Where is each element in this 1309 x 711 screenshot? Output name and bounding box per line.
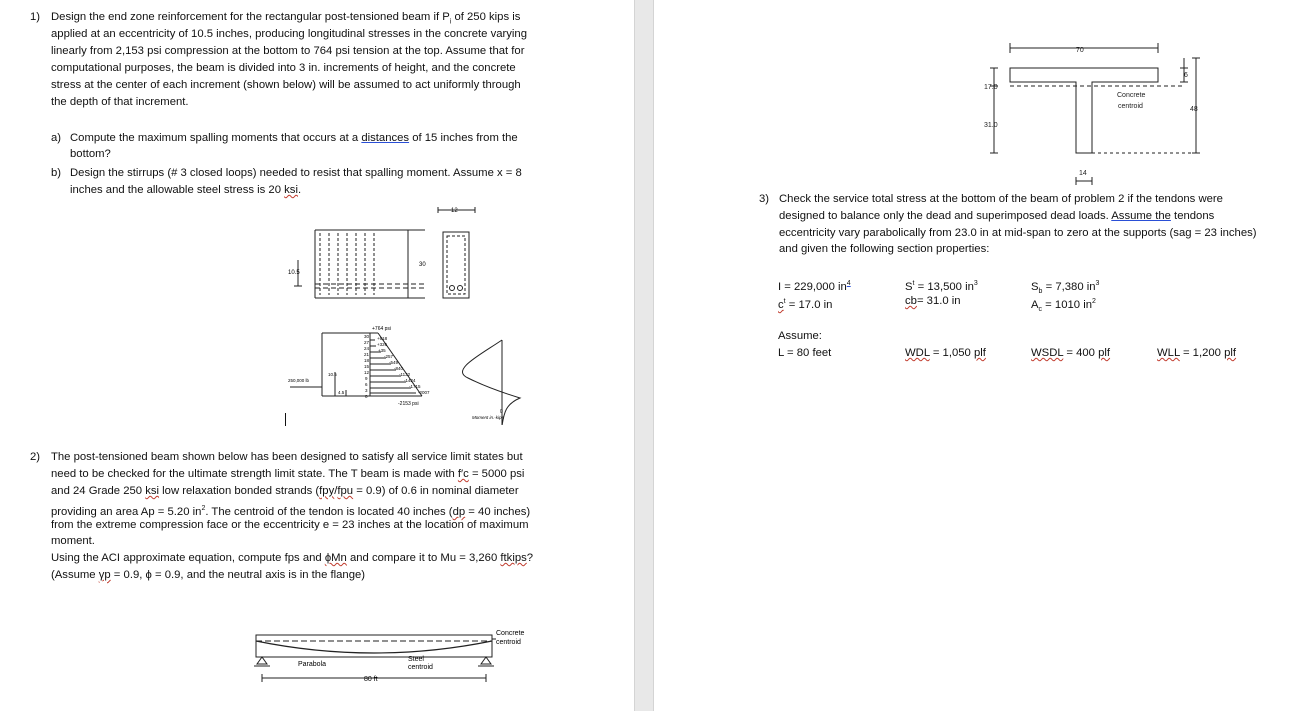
problem-1-number: 1) [30, 11, 41, 23]
height-9: 9 [365, 376, 368, 381]
problem-1-line-3: linearly from 2,153 psi compression at the bottom to 764 psi tension at the top. Assume that for [51, 45, 525, 57]
stress-549: -549 [389, 360, 399, 365]
document-page-left [0, 0, 634, 711]
prop-St: $S^t = 13,500$ $in^3$ [905, 280, 978, 293]
problem-2-line-7: Using the ACI approximate equation, compute fps and ϕMn and compare it to Mu = 3,260 ftkips? [51, 552, 534, 564]
text-cursor [285, 413, 286, 426]
steel-label: Steel [408, 656, 424, 663]
problem-2-line-8: (Assume γp = 0.9, ϕ = 0.9, and the neutral axis is in the flange) [51, 569, 366, 581]
part-b-line-2: inches and the allowable steel stress is 20 ksi. [70, 184, 302, 196]
stress-618: +618 [377, 336, 388, 341]
dim-12: 12 [451, 208, 458, 214]
problem-1-line-1: Design the end zone reinforcement for the rectangular post-tensioned beam if $P_i$ of 250 kips is [51, 11, 521, 26]
end-zone-figure [280, 200, 540, 425]
load-wll: WLL = 1,200 plf [1157, 347, 1237, 359]
stress-diagram [290, 333, 422, 396]
bottom-stress-label: -2153 psi [398, 401, 419, 407]
part-a-line-1: Compute the maximum spalling moments that occurs at a distances of 15 inches from the [70, 132, 518, 144]
height-15: 15 [364, 364, 370, 369]
problem-1-line-6: the depth of that increment. [51, 96, 189, 108]
problem-3-line-3: eccentricity vary parabolically from 23.0 in at mid-span to zero at the supports (sag = 23 inches) [779, 227, 1257, 239]
problem-2-line-4: providing an area Ap = 5.20 $in^2$. The centroid of the tendon is located 40 inches (dp = 40 inches) [51, 505, 531, 518]
dim-4-5: 4.5 [338, 390, 345, 395]
height-30: 30 [364, 334, 370, 339]
concrete-centroid-label: centroid [496, 639, 521, 646]
stress-840: -840 [394, 366, 404, 371]
moment-diagram [462, 340, 520, 425]
part-b-line-1: Design the stirrups (# 3 closed loops) needed to resist that spalling moment. Assume x = 8 [70, 167, 522, 179]
page-gutter [634, 0, 654, 711]
load-wsdl: WSDL = 400 plf [1031, 347, 1111, 359]
height-3: 3 [365, 388, 368, 393]
cb-dim: 31.0 [984, 122, 998, 129]
stress-1132: -1132 [399, 372, 411, 377]
beam-elevation [294, 230, 425, 298]
problem-3-line-4: and given the following section properties: [779, 243, 990, 255]
stress-35: +35 [378, 348, 386, 353]
load-wdl: WDL = 1,050 plf [905, 347, 986, 359]
height-6: 6 [365, 382, 368, 387]
beam-elevation-figure [250, 625, 540, 687]
centroid-label-t: centroid [1118, 103, 1143, 110]
prop-Ac: $A_c = 1010$ $in^2$ [1031, 298, 1096, 314]
prop-ct: $c^t = 17.0$ in [778, 298, 833, 311]
concrete-label: Concrete [496, 630, 525, 637]
stress-2007: -2007 [418, 390, 430, 395]
height-18: 18 [364, 358, 370, 363]
stress-257: -257 [384, 354, 394, 359]
problem-2-line-6: moment. [51, 535, 95, 547]
prop-I: I = 229,000 $in^4$ [778, 280, 851, 293]
concrete-label-t: Concrete [1117, 92, 1146, 99]
assume-label: Assume: [778, 330, 822, 342]
dim-30: 30 [419, 262, 426, 268]
flange-width: 70 [1076, 47, 1084, 54]
dim-10-5-b: 10.5 [328, 372, 337, 377]
web-width: 14 [1079, 170, 1087, 177]
moment-axis-label: Moment in.-kips [472, 415, 504, 420]
height-21: 21 [364, 352, 370, 357]
problem-3-line-1: Check the service total stress at the bottom of the beam of problem 2 if the tendons were [779, 193, 1223, 205]
problem-1-line-4: computational purposes, the beam is divided into 3 in. increments of height, and the concrete [51, 62, 516, 74]
stress-1715: -1715 [409, 384, 421, 389]
total-depth: 48 [1190, 106, 1198, 113]
problem-2-number: 2) [30, 451, 41, 463]
height-27: 27 [364, 340, 370, 345]
t-beam-outline [990, 43, 1200, 185]
span-length: L = 80 feet [778, 347, 832, 359]
height-24: 24 [364, 346, 370, 351]
force-label: 250,000 lb [288, 378, 310, 383]
problem-2-line-3: and 24 Grade 250 ksi low relaxation bonded strands (fpy/fpu = 0.9) of 0.6 in nominal diameter [51, 485, 519, 497]
flange-depth: 6 [1184, 72, 1188, 79]
height-12: 12 [364, 370, 370, 375]
steel-centroid-label: centroid [408, 664, 433, 671]
stress-326: +326 [377, 342, 388, 347]
part-a-line-2: bottom? [70, 148, 111, 160]
part-b-label: b) [51, 167, 62, 179]
top-stress-label: +764 psi [372, 326, 392, 332]
stress-1424: -1424 [404, 378, 416, 383]
problem-2-line-2: need to be checked for the ultimate strength limit state. The T beam is made with f′c = 5000 psi [51, 468, 525, 480]
parabola-label: Parabola [298, 661, 327, 668]
prop-Sb: $S_b = 7,380$ $in^3$ [1031, 280, 1100, 296]
problem-1-line-5: stress at the center of each increment (shown below) will be assumed to act uniformly through [51, 79, 521, 91]
document-page-right [654, 0, 1309, 711]
beam-cross-section [438, 207, 475, 298]
height-0: 0 [365, 394, 368, 399]
problem-3-line-2: designed to balance only the dead and superimposed dead loads. Assume the tendons [779, 210, 1215, 222]
problem-3-number: 3) [759, 193, 770, 205]
problem-1-line-2: applied at an eccentricity of 10.5 inches, producing longitudinal stresses in the concrete varying [51, 28, 528, 40]
dim-10-5: 10.5 [288, 270, 300, 276]
ct-dim: 17.0 [984, 84, 998, 91]
t-beam-section-figure [982, 38, 1212, 188]
problem-2-line-5: from the extreme compression face or the eccentricity e = 23 inches at the location of maximum [51, 519, 529, 531]
moment-zero: 0 [500, 409, 503, 415]
part-a-label: a) [51, 132, 62, 144]
span-label: 80 ft [364, 676, 378, 683]
beam-outline [254, 635, 496, 682]
prop-cb: cb= 31.0 in [905, 295, 961, 307]
problem-2-line-1: The post-tensioned beam shown below has been designed to satisfy all service limit states but [51, 451, 523, 463]
